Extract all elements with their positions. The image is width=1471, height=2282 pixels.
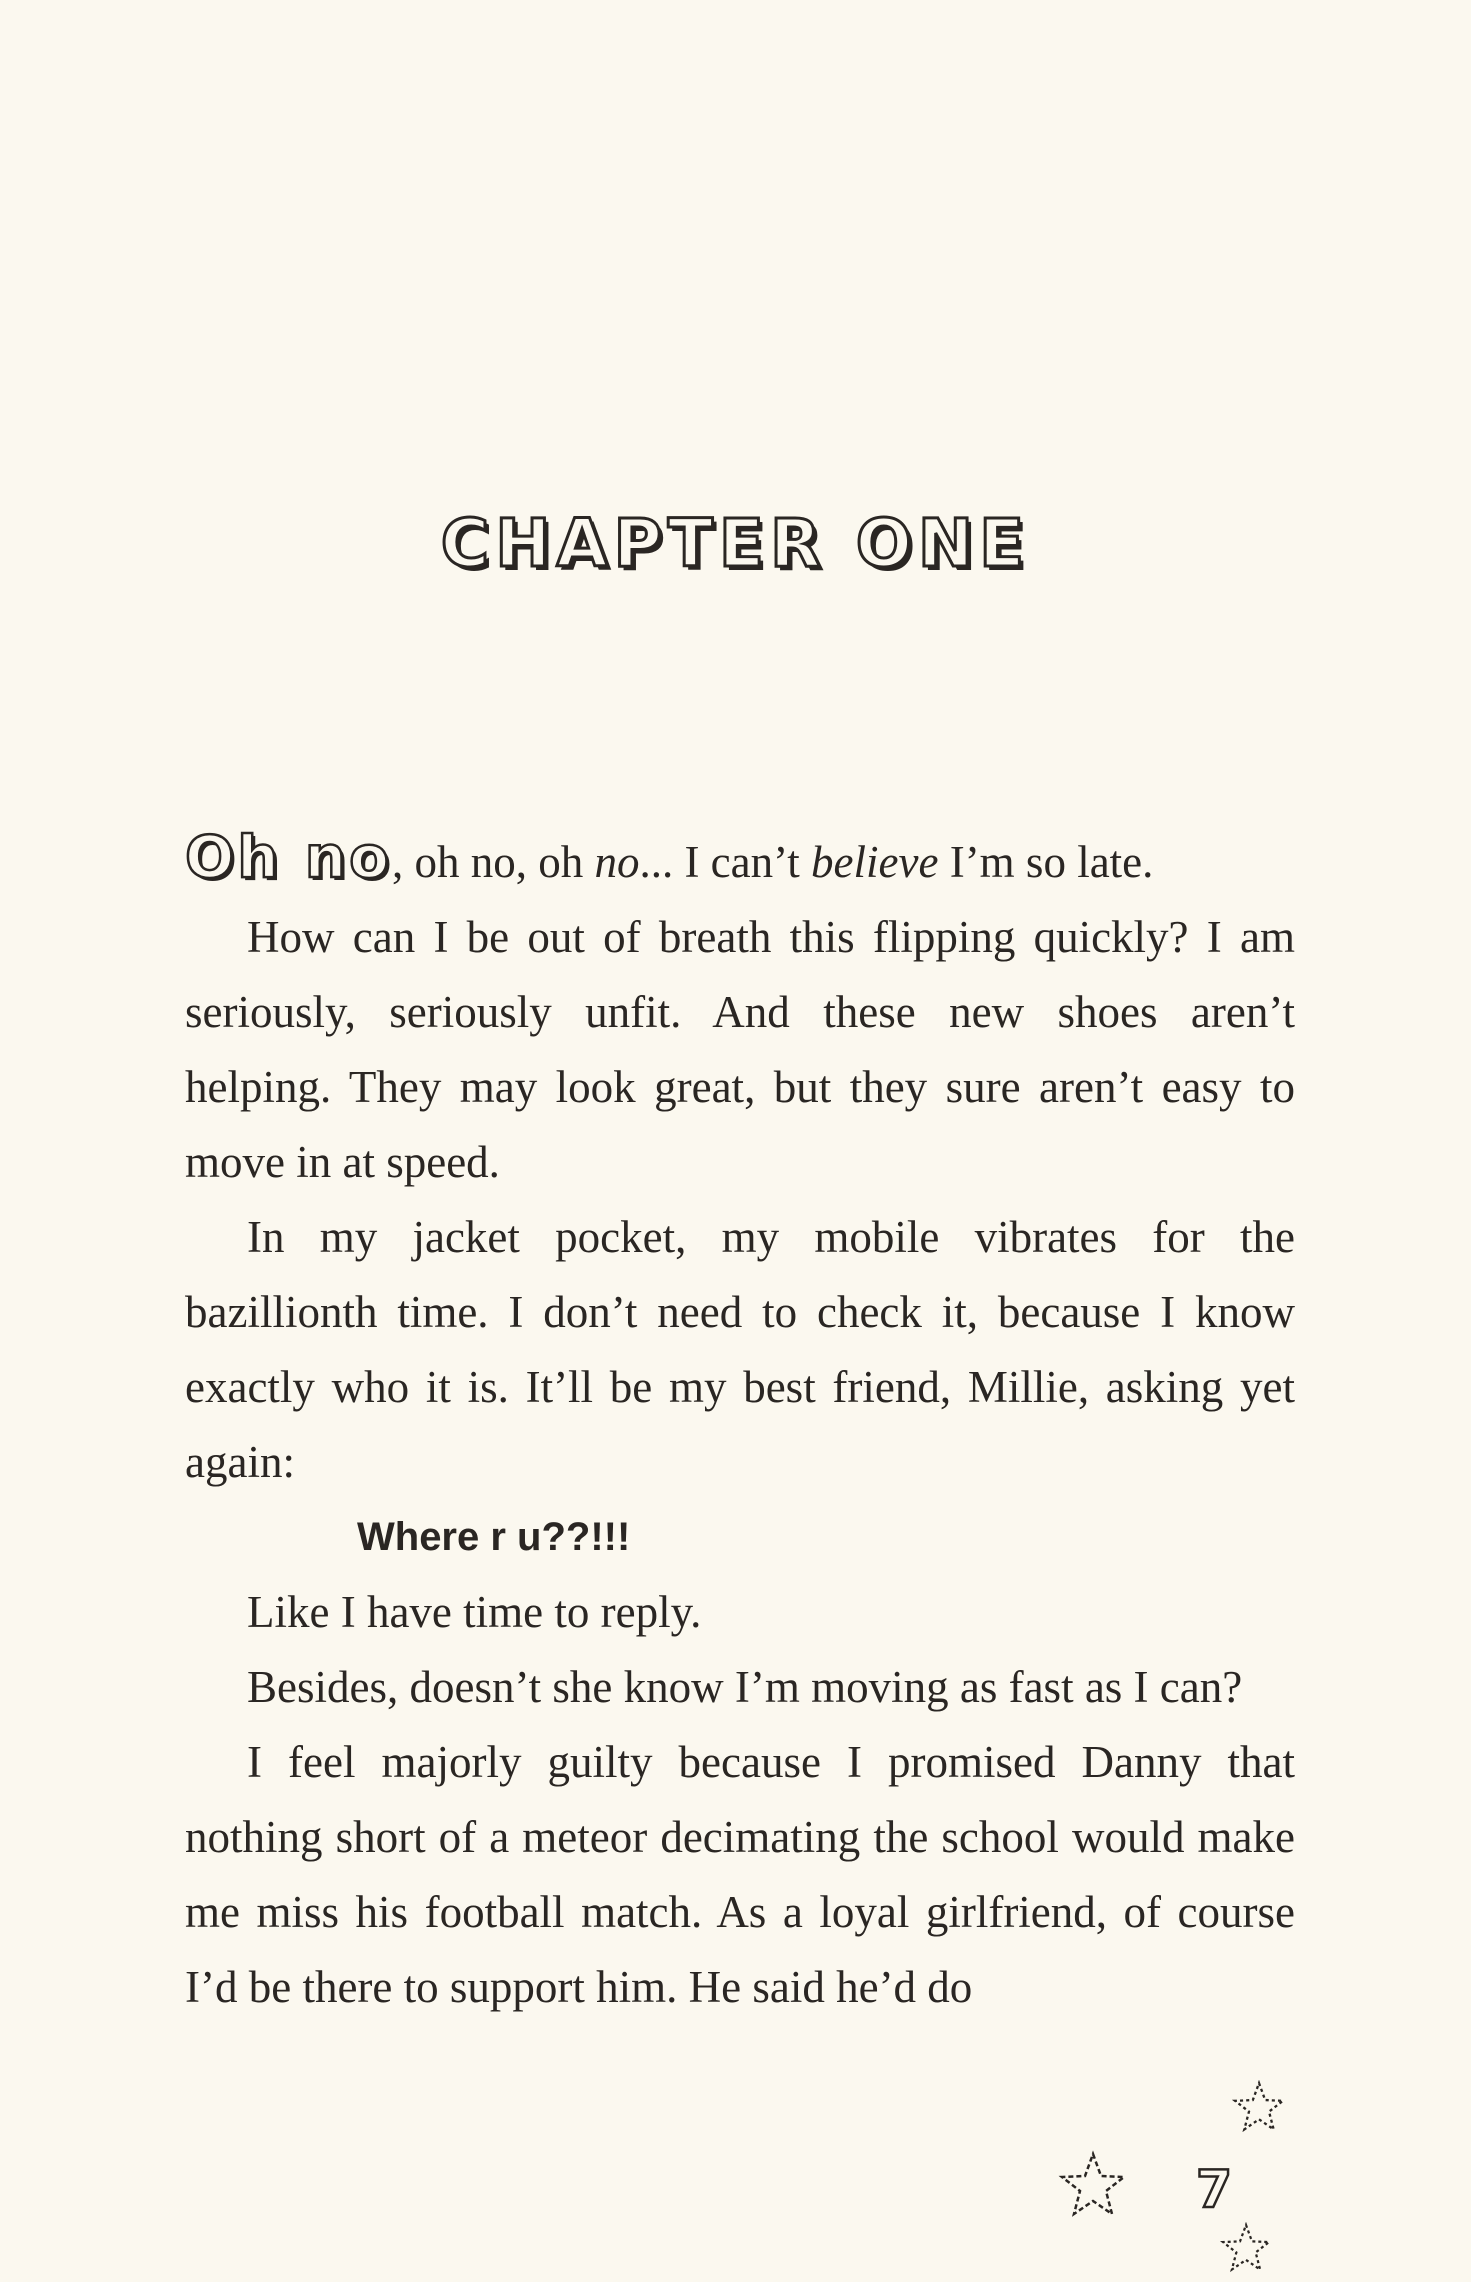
paragraph-6: I feel majorly guilty because I promised Danny that nothing short of a meteor decimating the school would make me miss his football match. As a loyal girlfriend, of course I’d be there to support him. He said he’d do bbox=[185, 1737, 1295, 2012]
star-doodle-icon bbox=[1058, 2150, 1128, 2220]
paragraph-1 bbox=[185, 820, 1295, 900]
p1-emphasis-no: no bbox=[594, 837, 640, 887]
paragraph-4: Like I have time to reply. bbox=[247, 1587, 702, 1637]
p1-text-1: , oh no, oh bbox=[391, 837, 595, 887]
p1-text-3: I’m so late. bbox=[938, 837, 1154, 887]
paragraph-3: In my jacket pocket, my mobile vibrates for the bazillionth time. I don’t need to check it, because I know exactly who it is. It’ll be my best friend, Millie, asking yet again: bbox=[185, 1212, 1295, 1487]
text-message: Where r u??!!! bbox=[357, 1515, 631, 1559]
star-doodle-icon bbox=[1220, 2222, 1272, 2274]
page-number: 7 bbox=[1196, 2160, 1233, 2220]
p1-text-2: ... I can’t bbox=[639, 837, 812, 887]
paragraph-5: Besides, doesn’t she know I’m moving as fast as I can? bbox=[247, 1662, 1243, 1712]
chapter-title: CHAPTER ONE bbox=[440, 505, 1031, 582]
body-text bbox=[185, 820, 1295, 2025]
p1-emphasis-believe: believe bbox=[811, 837, 939, 887]
dropcap-opening: Oh no bbox=[185, 823, 392, 891]
paragraph-2: How can I be out of breath this flipping quickly? I am seriously, seriously unfit. And these new shoes aren’t helping. They may look great, but they sure aren’t easy to move in at speed. bbox=[185, 912, 1295, 1187]
star-doodle-icon bbox=[1232, 2080, 1286, 2134]
